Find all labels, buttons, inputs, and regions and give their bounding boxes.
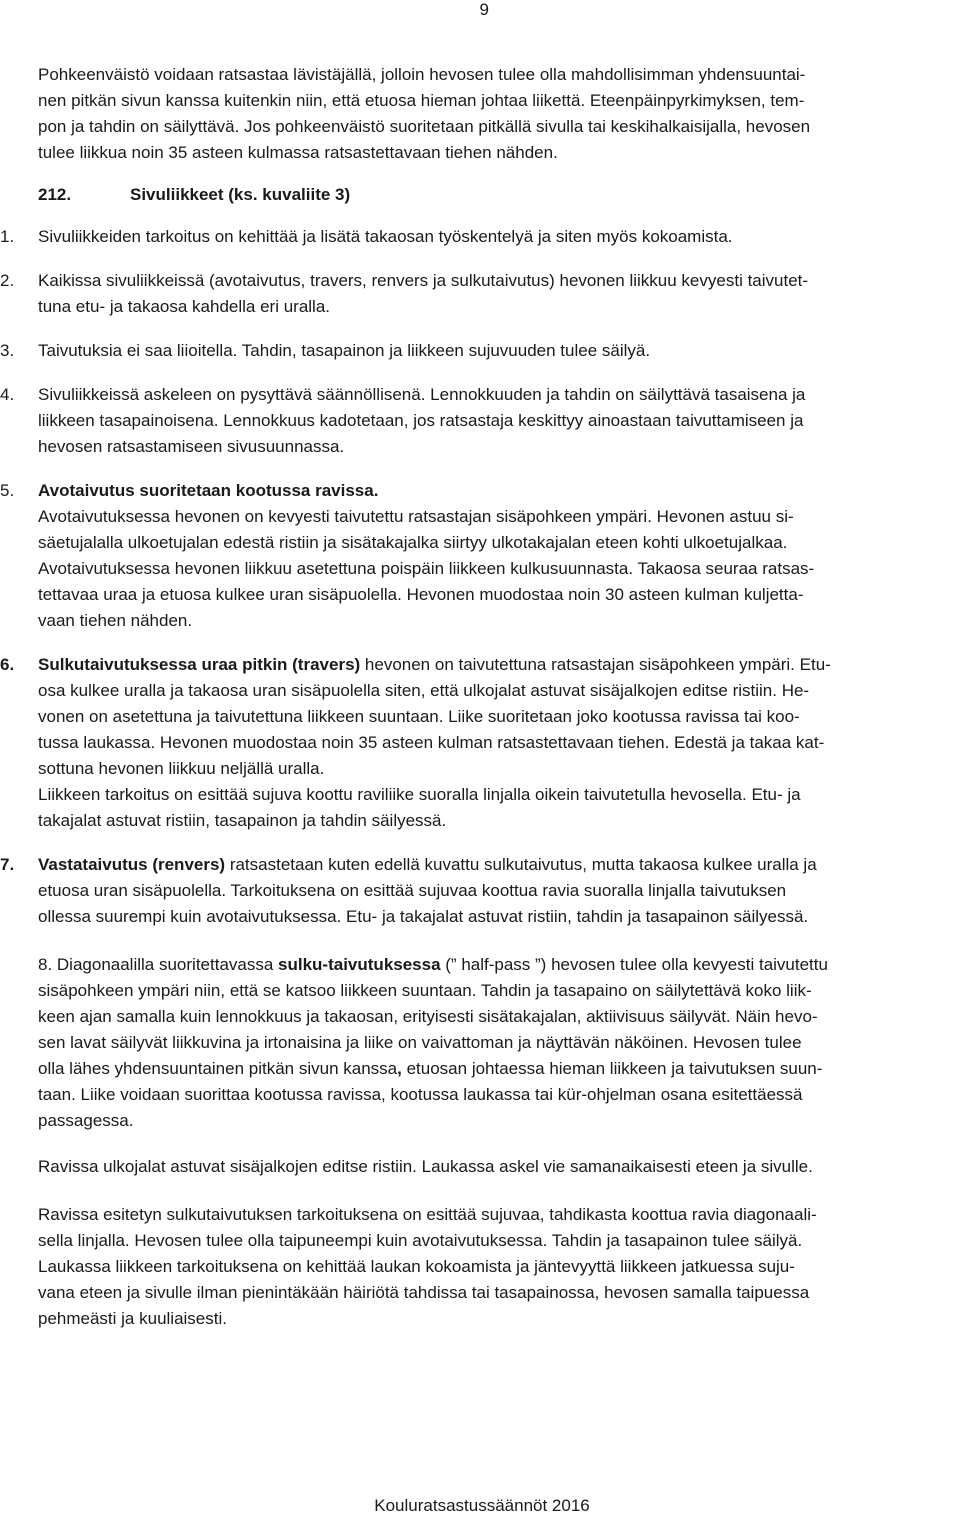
item-line: Avotaivutuksessa hevonen liikkuu asetettuna poispäin liikkeen kulkusuunnasta. Takaosa seuraa ratsas-	[38, 559, 815, 578]
half-pass-paragraph	[38, 952, 960, 1134]
item-number: 1.	[0, 227, 15, 246]
intro-line: nen pitkän sivun kanssa kuitenkin niin, että etuosa hieman johtaa liikettä. Eteenpäinpyrkimyksen, tem-	[38, 91, 805, 110]
paragraph-line: Ravissa ulkojalat astuvat sisäjalkojen editse ristiin. Laukassa askel vie samanaikaisesti eteen ja sivulle.	[38, 1157, 813, 1176]
list-item	[0, 338, 960, 364]
list-item-avotaivutus	[0, 478, 960, 634]
item-number: 7.	[0, 855, 15, 874]
item-heading: sulku-taivutuksessa	[278, 955, 441, 974]
item-line: etuosa uran sisäpuolella. Tarkoituksena on esittää sujuvaa koottua ravia suoralla linjalla taivutuksen	[38, 881, 787, 900]
item-line: hevonen on taivutettuna ratsastajan sisäpohkeen ympäri. Etu-	[360, 655, 831, 674]
item-line: keen ajan samalla kuin lennokkuus ja takaosan, erityisesti sisätakajalan, aktiivisuus säilyvät. Näin hevo-	[38, 1007, 818, 1026]
item-line: osa kulkee uralla ja takaosa uran sisäpuolella siten, että ulkojalat astuvat sisäjalkojen editse ristiin. He-	[38, 681, 810, 700]
item-line: ,	[397, 1059, 402, 1078]
item-line: Kaikissa sivuliikkeissä (avotaivutus, travers, renvers ja sulkutaivutus) hevonen liikkuu kevyesti taivutet-	[38, 271, 809, 290]
list-item-travers	[0, 652, 960, 834]
item-number: 5.	[0, 481, 15, 500]
page-number: 9	[479, 0, 489, 19]
item-heading: Vastataivutus (renvers)	[38, 855, 226, 874]
item-line: passagessa.	[38, 1111, 134, 1130]
item-number: 6.	[0, 655, 15, 674]
trot-paragraph	[38, 1154, 960, 1180]
list-item	[0, 382, 960, 460]
item-line: olla lähes yhdensuuntainen pitkän sivun kanssa	[38, 1059, 398, 1078]
paragraph-line: pehmeästi ja kuuliaisesti.	[38, 1309, 227, 1328]
final-paragraph	[38, 1202, 960, 1332]
item-number: 3.	[0, 341, 15, 360]
list-item	[0, 224, 960, 250]
item-number: 4.	[0, 385, 15, 404]
section-number: 212.	[38, 185, 72, 204]
item-line: sottuna hevonen liikkuu neljällä uralla.	[38, 759, 325, 778]
item-heading: Sulkutaivutuksessa uraa pitkin (travers)	[38, 655, 361, 674]
item-line: Liikkeen tarkoitus on esittää sujuva koottu raviliike suoralla linjalla oikein taivutetulla hevosella. Etu- ja	[38, 785, 801, 804]
paragraph-line: Laukassa liikkeen tarkoituksena on kehittää laukan kokoamista ja jäntevyyttä liikkeen jatkuessa suju-	[38, 1257, 795, 1276]
item-line: 8. Diagonaalilla suoritettavassa	[38, 955, 279, 974]
section-title: Sivuliikkeet (ks. kuvaliite 3)	[130, 185, 351, 204]
list-item	[0, 268, 960, 320]
item-line: tussa laukassa. Hevonen muodostaa noin 35 asteen kulman ratsastettavaan tiehen. Edestä ja takaa kat-	[38, 733, 825, 752]
paragraph-line: Ravissa esitetyn sulkutaivutuksen tarkoituksena on esittää sujuvaa, tahdikasta koottua ravia diagonaali-	[38, 1205, 817, 1224]
item-line: liikkeen tasapainoisena. Lennokkuus kadotetaan, jos ratsastaja keskittyy ainoastaan taivuttamiseen ja	[38, 411, 804, 430]
item-number: 2.	[0, 271, 15, 290]
item-line: tuna etu- ja takaosa kahdella eri uralla.	[38, 297, 331, 316]
item-line: säetujalalla ulkoetujalan edestä ristiin ja sisätakajalka siirtyy ulkotakajalan eteen kohti ulkoetujalkaa.	[38, 533, 788, 552]
item-line: ollessa suurempi kuin avotaivutuksessa. Etu- ja takajalat astuvat ristiin, tahdin ja tasapainon säilyessä.	[38, 907, 809, 926]
item-line: sen lavat säilyvät liikkuvina ja irtonaisina ja liike on vaivattoman ja näyttävän näköinen. Hevosen tulee	[38, 1033, 802, 1052]
item-line: hevosen ratsastamiseen sivusuunnassa.	[38, 437, 345, 456]
item-line: takajalat astuvat ristiin, tasapainon ja tahdin säilyessä.	[38, 811, 447, 830]
footer-text: Kouluratsastussäännöt 2016	[374, 1496, 590, 1515]
paragraph-line: sella linjalla. Hevosen tulee olla taipuneempi kuin avotaivutuksessa. Tahdin ja tasapainon tulee säilyä.	[38, 1231, 803, 1250]
item-line: Taivutuksia ei saa liioitella. Tahdin, tasapainon ja liikkeen sujuvuuden tulee säilyä.	[38, 341, 651, 360]
item-line: etuosan johtaessa hieman liikkeen ja taivutuksen suun-	[401, 1059, 823, 1078]
item-line: vonen on asetettuna ja taivutettuna liikkeen suuntaan. Liike suoritetaan joko kootussa ravissa tai koo-	[38, 707, 800, 726]
intro-line: tulee liikkua noin 35 asteen kulmassa ratsastettavaan tiehen nähden.	[38, 143, 558, 162]
paragraph-line: vana eteen ja sivulle ilman pienintäkään häiriötä tahdissa tai tasapainossa, hevosen samalla taipuessa	[38, 1283, 810, 1302]
item-line: Avotaivutuksessa hevonen on kevyesti taivutettu ratsastajan sisäpohkeen ympäri. Hevonen astuu si-	[38, 507, 794, 526]
intro-paragraph	[38, 62, 960, 166]
item-line: Sivuliikkeissä askeleen on pysyttävä säännöllisenä. Lennokkuuden ja tahdin on säilyttävä tasaisena ja	[38, 385, 806, 404]
item-heading: Avotaivutus suoritetaan kootussa ravissa.	[38, 481, 379, 500]
section-heading	[38, 182, 960, 208]
item-line: taan. Liike voidaan suorittaa kootussa ravissa, kootussa laukassa tai kür-ohjelman osana esitettäessä	[38, 1085, 803, 1104]
intro-line: pon ja tahdin on säilyttävä. Jos pohkeenväistö suoritetaan pitkällä sivulla tai keskihalkaisijalla, hevosen	[38, 117, 811, 136]
item-line: ratsastetaan kuten edellä kuvattu sulkutaivutus, mutta takaosa kulkee uralla ja	[225, 855, 817, 874]
item-line: (” half-pass ”) hevosen tulee olla kevyesti taivutettu	[440, 955, 828, 974]
intro-line: Pohkeenväistö voidaan ratsastaa lävistäjällä, jolloin hevosen tulee olla mahdollisimman yhdensuuntai-	[38, 65, 806, 84]
list-item-renvers	[0, 852, 960, 930]
page-footer	[0, 1496, 960, 1516]
item-line: vaan tiehen nähden.	[38, 611, 193, 630]
page-content	[0, 62, 960, 1350]
item-line: Sivuliikkeiden tarkoitus on kehittää ja lisätä takaosan työskentelyä ja siten myös kokoamista.	[38, 227, 733, 246]
item-line: tettavaa uraa ja etuosa kulkee uran sisäpuolella. Hevonen muodostaa noin 30 asteen kulman kuljetta-	[38, 585, 804, 604]
item-line: sisäpohkeen ympäri niin, että se katsoo liikkeen suuntaan. Tahdin ja tasapaino on säilytettävä koko liik-	[38, 981, 812, 1000]
